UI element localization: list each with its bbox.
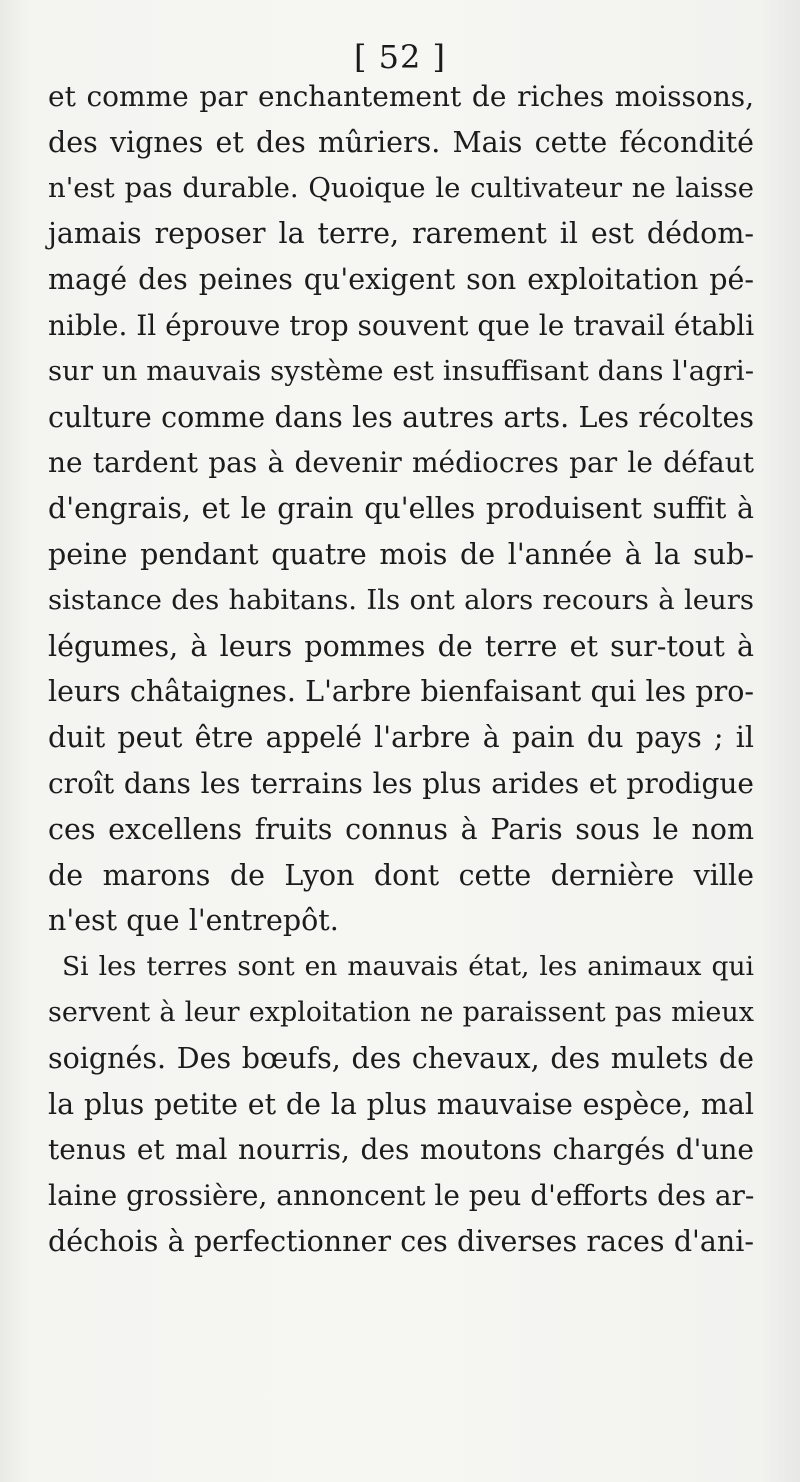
text-line: n'est pas durable. Quoique le cultivateur ne laisse <box>48 171 754 204</box>
text-line: déchois à perfectionner ces diverses races d'ani- <box>48 1224 754 1258</box>
text-line: tenus et mal nourris, des moutons chargés d'une <box>48 1133 754 1167</box>
text-line: duit peut être appelé l'arbre à pain du pays ; il <box>48 721 754 755</box>
text-line: d'engrais, et le grain qu'elles produisent suffit à <box>48 492 754 526</box>
text-line: jamais reposer la terre, rarement il est dédom- <box>48 217 754 251</box>
text-line: ne tardent pas à devenir médiocres par le défaut <box>48 446 754 480</box>
text-line: culture comme dans les autres arts. Les récoltes <box>48 400 754 434</box>
paragraph-start-line: Si les terres sont en mauvais état, les animaux qui <box>62 951 754 983</box>
text-line: et comme par enchantement de riches moissons, <box>48 80 754 113</box>
text-line: magé des peines qu'exigent son exploitation pé- <box>48 263 754 297</box>
text-line: ces excellens fruits connus à Paris sous le nom <box>48 812 754 846</box>
body-text <box>48 74 754 1265</box>
text-line: servent à leur exploitation ne paraissent pas mieux <box>48 996 754 1028</box>
text-line: soignés. Des bœufs, des chevaux, des mulets de <box>48 1041 754 1075</box>
text-line: nible. Il éprouve trop souvent que le travail établi <box>48 308 755 342</box>
text-line: peine pendant quatre mois de l'année à la sub- <box>48 537 754 571</box>
text-line: laine grossière, annoncent le peu d'efforts des ar- <box>48 1179 755 1213</box>
text-line: sur un mauvais système est insuffisant dans l'agri- <box>48 354 754 387</box>
text-line: croît dans les terrains les plus arides et prodigue <box>48 766 754 800</box>
text-line: de marons de Lyon dont cette dernière ville <box>48 858 754 892</box>
text-line: sistance des habitans. Ils ont alors recours à leurs <box>48 583 754 616</box>
text-line: la plus petite et de la plus mauvaise espèce, mal <box>48 1087 754 1121</box>
paragraph-end-line: n'est que l'entrepôt. <box>48 904 339 938</box>
text-line: leurs châtaignes. L'arbre bienfaisant qui les pro- <box>48 675 754 709</box>
text-line: des vignes et des mûriers. Mais cette fécondité <box>48 125 754 159</box>
text-line: légumes, à leurs pommes de terre et sur-tout à <box>48 629 754 663</box>
page-number: [ 52 ] <box>353 38 447 76</box>
